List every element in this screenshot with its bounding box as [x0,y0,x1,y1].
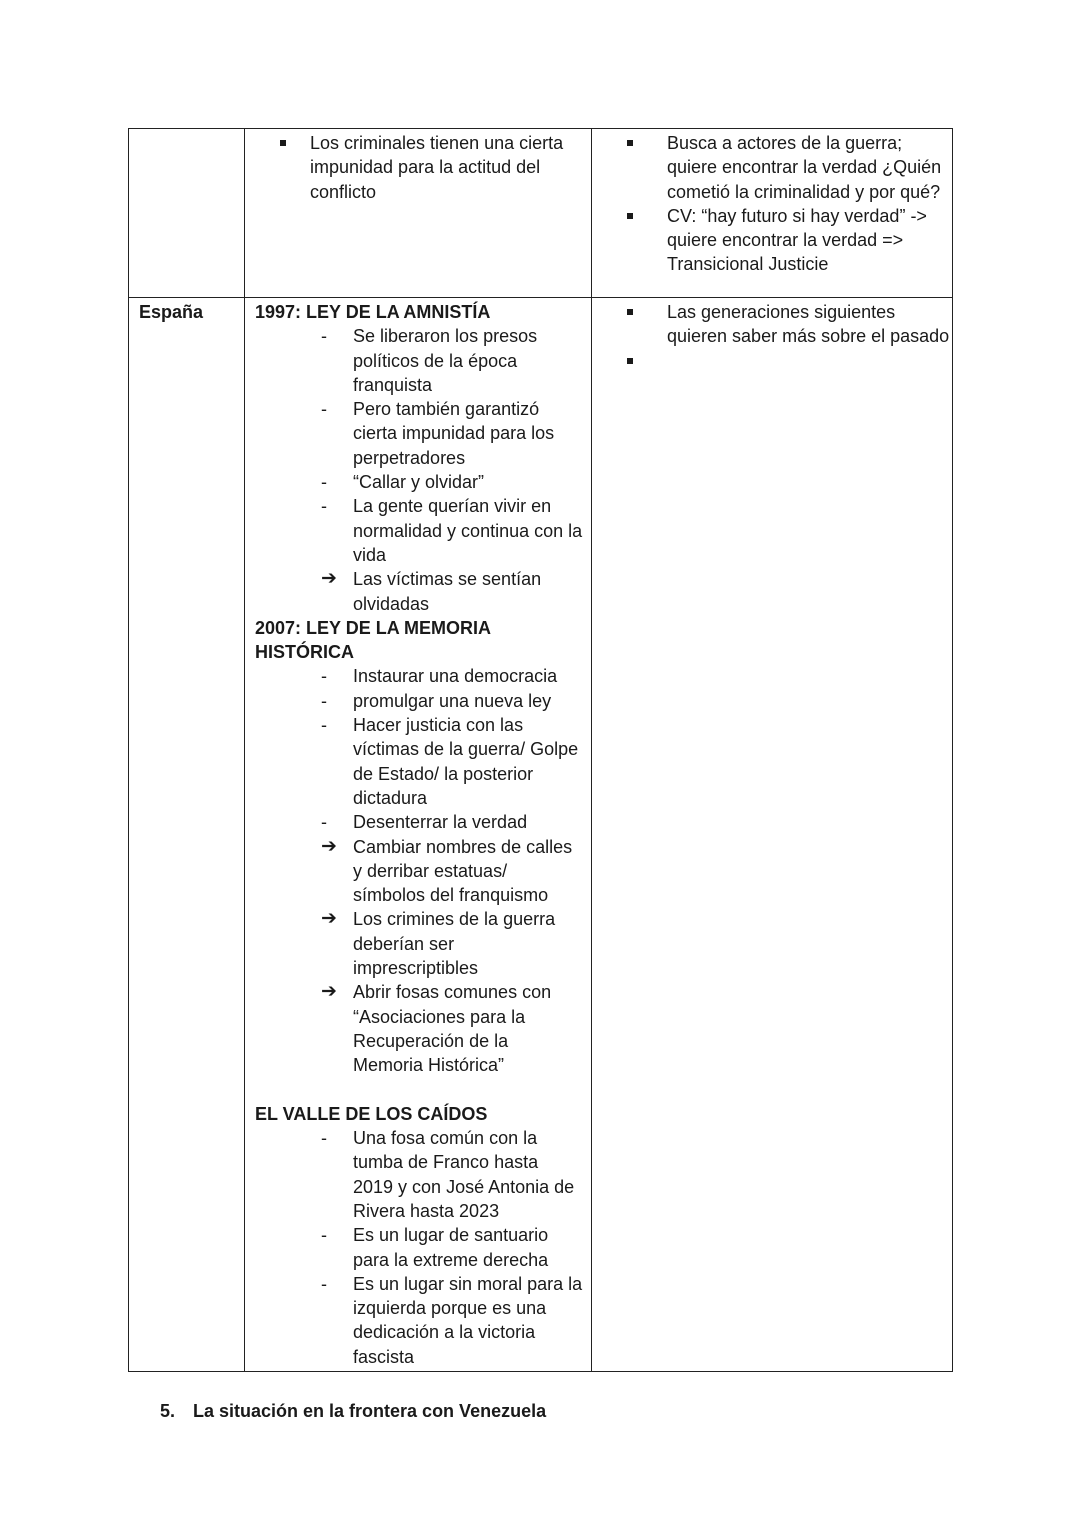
list-item [592,349,952,373]
list-item: - Instaurar una democracia [321,666,558,687]
notes-cell [245,298,592,1372]
list-item: - Es un lugar sin moral para la izquierda porque es una dedicación a la victoria fascista [321,1273,583,1367]
observations-cell [592,129,953,298]
valle-list [255,1126,583,1369]
list-item: - Se liberaron los presos políticos de la época franquista [321,326,538,395]
arrow-icon: ➔ [321,908,337,930]
list-item: CV: “hay futuro si hay verdad” -> quiere encontrar la verdad => Transicional Justicie [592,204,952,277]
section-heading [160,1399,546,1423]
country-cell [129,129,245,298]
square-bullet-icon [627,140,633,146]
memoria-list [255,664,583,1077]
list-item: - Es un lugar de santuario para la extreme derecha [321,1225,549,1270]
table-row [129,298,953,1372]
spacer [255,1078,583,1102]
notes-table [128,128,953,1372]
country-label: España [139,302,204,322]
list-item: - Desenterrar la verdad [321,812,528,833]
bullet-list [592,298,952,373]
square-bullet-icon [627,309,633,315]
notes-content [245,298,591,1371]
country-label [129,129,244,133]
amnistia-list [255,324,583,616]
bullet-list [245,129,591,204]
country-cell [129,298,245,1372]
heading-valle: EL VALLE DE LOS CAÍDOS [255,1103,488,1124]
table-row [129,129,953,298]
arrow-icon: ➔ [321,981,337,1003]
list-item: ➔ Los crimines de la guerra deberían ser imprescriptibles [321,908,556,979]
square-bullet-icon [627,358,633,364]
heading-amnistia: 1997: LEY DE LA AMNISTÍA [255,302,491,322]
list-item: ➔ Las víctimas se sentían olvidadas [321,568,542,614]
section-title: La situación en la frontera con Venezuela [193,1401,547,1421]
square-bullet-icon [627,213,633,219]
arrow-icon: ➔ [321,568,337,590]
list-item: ➔ Cambiar nombres de calles y derribar estatuas/ símbolos del franquismo [321,835,573,906]
list-item: - Una fosa común con la tumba de Franco hasta 2019 y con José Antonia de Rivera hasta 2023 [321,1128,575,1221]
list-item: - La gente querían vivir en normalidad y continua con la vida [321,496,583,565]
list-item: ➔ Abrir fosas comunes con “Asociaciones para la Recuperación de la Memoria Histórica” [321,981,552,1076]
notes-cell [245,129,592,298]
list-item: Las generaciones siguientes quieren saber más sobre el pasado [592,300,952,349]
arrow-icon: ➔ [321,835,337,857]
list-item: Los criminales tienen una cierta impunidad para la actitud del conflicto [245,131,591,204]
section-number: 5. [160,1401,176,1421]
list-item: - “Callar y olvidar” [321,472,485,493]
heading-memoria: 2007: LEY DE LA MEMORIA HISTÓRICA [255,617,491,663]
square-bullet-icon [280,140,286,146]
list-item: Busca a actores de la guerra; quiere encontrar la verdad ¿Quién cometió la criminalidad y por qué? [592,131,952,204]
list-item: - Pero también garantizó cierta impunidad para los perpetradores [321,399,555,468]
observations-cell [592,298,953,1372]
list-item: - Hacer justicia con las víctimas de la guerra/ Golpe de Estado/ la posterior dictadura [321,715,579,808]
bullet-list [592,129,952,277]
list-item: - promulgar una nueva ley [321,690,552,711]
